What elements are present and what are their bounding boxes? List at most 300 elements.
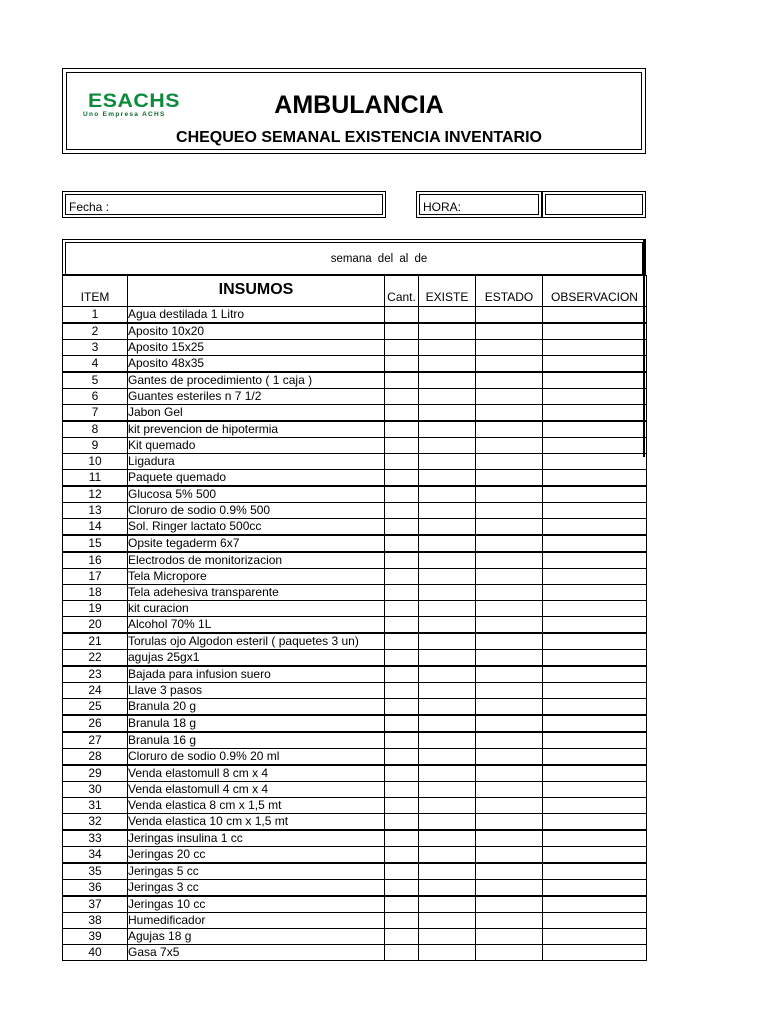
- item-number-cell: 40: [63, 945, 128, 961]
- insumo-name-cell: Sol. Ringer lactato 500cc: [128, 519, 385, 536]
- existe-cell[interactable]: [419, 601, 476, 617]
- item-number-cell: 26: [63, 715, 128, 732]
- item-number-cell: 28: [63, 749, 128, 766]
- insumo-name-cell: Jeringas 20 cc: [128, 847, 385, 864]
- observacion-cell[interactable]: [543, 782, 647, 798]
- item-number-cell: 25: [63, 699, 128, 716]
- item-number-cell: 22: [63, 650, 128, 667]
- estado-cell[interactable]: [476, 666, 543, 683]
- cant-cell[interactable]: [385, 814, 419, 831]
- existe-cell[interactable]: [419, 765, 476, 782]
- observacion-cell[interactable]: [543, 913, 647, 929]
- existe-cell[interactable]: [419, 421, 476, 438]
- insumo-name-cell: Jeringas 5 cc: [128, 863, 385, 880]
- cant-cell[interactable]: [385, 880, 419, 897]
- table-row: [63, 307, 647, 324]
- estado-cell[interactable]: [476, 880, 543, 897]
- table-row: [63, 683, 647, 699]
- table-row: [63, 372, 647, 389]
- existe-cell[interactable]: [419, 782, 476, 798]
- observacion-cell[interactable]: [543, 569, 647, 585]
- observacion-cell[interactable]: [543, 732, 647, 749]
- insumo-name-cell: Llave 3 pasos: [128, 683, 385, 699]
- estado-cell[interactable]: [476, 519, 543, 536]
- table-row: [63, 470, 647, 487]
- estado-cell[interactable]: [476, 307, 543, 324]
- insumo-name-cell: Venda elastomull 8 cm x 4: [128, 765, 385, 782]
- observacion-cell[interactable]: [543, 307, 647, 324]
- table-row: [63, 617, 647, 634]
- estado-cell[interactable]: [476, 470, 543, 487]
- hora-label-inner: [419, 194, 539, 215]
- insumo-name-cell: Humedificador: [128, 913, 385, 929]
- existe-cell[interactable]: [419, 617, 476, 634]
- existe-cell[interactable]: [419, 389, 476, 405]
- item-number-cell: 8: [63, 421, 128, 438]
- existe-cell[interactable]: [419, 896, 476, 913]
- item-number-cell: 32: [63, 814, 128, 831]
- observacion-cell[interactable]: [543, 715, 647, 732]
- existe-cell[interactable]: [419, 666, 476, 683]
- estado-cell[interactable]: [476, 863, 543, 880]
- cant-cell[interactable]: [385, 356, 419, 373]
- inventory-table: [62, 275, 647, 961]
- observacion-cell[interactable]: [543, 749, 647, 766]
- item-number-cell: 6: [63, 389, 128, 405]
- observacion-cell[interactable]: [543, 438, 647, 454]
- existe-cell[interactable]: [419, 340, 476, 356]
- existe-cell[interactable]: [419, 715, 476, 732]
- table-row: [63, 356, 647, 373]
- existe-cell[interactable]: [419, 798, 476, 814]
- item-number-cell: 17: [63, 569, 128, 585]
- estado-cell[interactable]: [476, 421, 543, 438]
- observacion-cell[interactable]: [543, 830, 647, 847]
- cant-cell[interactable]: [385, 683, 419, 699]
- table-row: [63, 323, 647, 340]
- existe-cell[interactable]: [419, 830, 476, 847]
- insumo-name-cell: Guantes esteriles n 7 1/2: [128, 389, 385, 405]
- observacion-cell[interactable]: [543, 863, 647, 880]
- insumo-name-cell: Agua destilada 1 Litro: [128, 307, 385, 324]
- observacion-cell[interactable]: [543, 683, 647, 699]
- insumo-name-cell: Electrodos de monitorizacion: [128, 552, 385, 569]
- observacion-cell[interactable]: [543, 389, 647, 405]
- insumo-name-cell: Jeringas 3 cc: [128, 880, 385, 897]
- cant-cell[interactable]: [385, 847, 419, 864]
- existe-cell[interactable]: [419, 585, 476, 601]
- item-number-cell: 13: [63, 503, 128, 519]
- estado-cell[interactable]: [476, 389, 543, 405]
- fecha-label: Fecha :: [69, 200, 110, 214]
- item-number-cell: 23: [63, 666, 128, 683]
- item-number-cell: 7: [63, 405, 128, 422]
- cant-cell[interactable]: [385, 519, 419, 536]
- existe-cell[interactable]: [419, 863, 476, 880]
- table-row: [63, 896, 647, 913]
- table-row: [63, 830, 647, 847]
- insumo-name-cell: Venda elastica 8 cm x 1,5 mt: [128, 798, 385, 814]
- estado-cell[interactable]: [476, 552, 543, 569]
- item-number-cell: 19: [63, 601, 128, 617]
- cant-cell[interactable]: [385, 470, 419, 487]
- estado-cell[interactable]: [476, 929, 543, 945]
- existe-cell[interactable]: [419, 535, 476, 552]
- estado-cell[interactable]: [476, 340, 543, 356]
- observacion-cell[interactable]: [543, 929, 647, 945]
- insumo-name-cell: Glucosa 5% 500: [128, 486, 385, 503]
- existe-cell[interactable]: [419, 699, 476, 716]
- col-item: ITEM: [63, 276, 128, 307]
- table-row: [63, 782, 647, 798]
- table-row: [63, 749, 647, 766]
- cant-cell[interactable]: [385, 535, 419, 552]
- table-row: [63, 633, 647, 650]
- estado-cell[interactable]: [476, 749, 543, 766]
- observacion-cell[interactable]: [543, 323, 647, 340]
- cant-cell[interactable]: [385, 585, 419, 601]
- item-number-cell: 15: [63, 535, 128, 552]
- cant-cell[interactable]: [385, 552, 419, 569]
- table-header-row: [63, 276, 647, 307]
- table-row: [63, 405, 647, 422]
- observacion-cell[interactable]: [543, 519, 647, 536]
- insumo-name-cell: Aposito 15x25: [128, 340, 385, 356]
- semana-text: semana del al de: [330, 253, 428, 265]
- existe-cell[interactable]: [419, 683, 476, 699]
- observacion-cell[interactable]: [543, 552, 647, 569]
- col-estado: ESTADO: [476, 276, 543, 307]
- insumo-name-cell: Jeringas 10 cc: [128, 896, 385, 913]
- observacion-cell[interactable]: [543, 372, 647, 389]
- fecha-field-inner: [65, 194, 383, 215]
- cant-cell[interactable]: [385, 765, 419, 782]
- existe-cell[interactable]: [419, 519, 476, 536]
- estado-cell[interactable]: [476, 896, 543, 913]
- cant-cell[interactable]: [385, 421, 419, 438]
- existe-cell[interactable]: [419, 945, 476, 961]
- item-number-cell: 31: [63, 798, 128, 814]
- cant-cell[interactable]: [385, 405, 419, 422]
- existe-cell[interactable]: [419, 372, 476, 389]
- insumo-name-cell: Gantes de procedimiento ( 1 caja ): [128, 372, 385, 389]
- col-cant: Cant.: [385, 276, 419, 307]
- table-row: [63, 535, 647, 552]
- estado-cell[interactable]: [476, 683, 543, 699]
- logo-tagline: Uno Empresa ACHS: [83, 111, 166, 118]
- estado-cell[interactable]: [476, 585, 543, 601]
- observacion-cell[interactable]: [543, 880, 647, 897]
- observacion-cell[interactable]: [543, 585, 647, 601]
- observacion-cell[interactable]: [543, 601, 647, 617]
- cant-cell[interactable]: [385, 749, 419, 766]
- table-row: [63, 814, 647, 831]
- inventory-body: [63, 307, 647, 961]
- item-number-cell: 9: [63, 438, 128, 454]
- existe-cell[interactable]: [419, 650, 476, 667]
- estado-cell[interactable]: [476, 765, 543, 782]
- item-number-cell: 37: [63, 896, 128, 913]
- item-number-cell: 4: [63, 356, 128, 373]
- observacion-cell[interactable]: [543, 454, 647, 470]
- table-row: [63, 863, 647, 880]
- observacion-cell[interactable]: [543, 535, 647, 552]
- existe-cell[interactable]: [419, 913, 476, 929]
- table-row: [63, 765, 647, 782]
- insumo-name-cell: Branula 18 g: [128, 715, 385, 732]
- table-row: [63, 699, 647, 716]
- cant-cell[interactable]: [385, 715, 419, 732]
- existe-cell[interactable]: [419, 929, 476, 945]
- item-number-cell: 16: [63, 552, 128, 569]
- cant-cell[interactable]: [385, 323, 419, 340]
- estado-cell[interactable]: [476, 798, 543, 814]
- existe-cell[interactable]: [419, 749, 476, 766]
- table-row: [63, 340, 647, 356]
- cant-cell[interactable]: [385, 896, 419, 913]
- observacion-cell[interactable]: [543, 503, 647, 519]
- observacion-cell[interactable]: [543, 896, 647, 913]
- estado-cell[interactable]: [476, 913, 543, 929]
- existe-cell[interactable]: [419, 438, 476, 454]
- observacion-cell[interactable]: [543, 666, 647, 683]
- insumo-name-cell: Jabon Gel: [128, 405, 385, 422]
- cant-cell[interactable]: [385, 699, 419, 716]
- col-observacion: OBSERVACION: [543, 276, 647, 307]
- cant-cell[interactable]: [385, 913, 419, 929]
- cant-cell[interactable]: [385, 650, 419, 667]
- item-number-cell: 3: [63, 340, 128, 356]
- item-number-cell: 29: [63, 765, 128, 782]
- existe-cell[interactable]: [419, 356, 476, 373]
- insumo-name-cell: kit curacion: [128, 601, 385, 617]
- insumo-name-cell: Cloruro de sodio 0.9% 20 ml: [128, 749, 385, 766]
- existe-cell[interactable]: [419, 814, 476, 831]
- insumo-name-cell: Torulas ojo Algodon esteril ( paquetes 3 un): [128, 633, 385, 650]
- table-row: [63, 552, 647, 569]
- cant-cell[interactable]: [385, 617, 419, 634]
- estado-cell[interactable]: [476, 503, 543, 519]
- item-number-cell: 30: [63, 782, 128, 798]
- col-existe: EXISTE: [419, 276, 476, 307]
- cant-cell[interactable]: [385, 830, 419, 847]
- table-row: [63, 880, 647, 897]
- item-number-cell: 14: [63, 519, 128, 536]
- table-row: [63, 650, 647, 667]
- table-row: [63, 666, 647, 683]
- table-row: [63, 454, 647, 470]
- insumo-name-cell: Tela adehesiva transparente: [128, 585, 385, 601]
- table-row: [63, 945, 647, 961]
- cant-cell[interactable]: [385, 863, 419, 880]
- observacion-cell[interactable]: [543, 486, 647, 503]
- table-row: [63, 929, 647, 945]
- observacion-cell[interactable]: [543, 650, 647, 667]
- table-row: [63, 486, 647, 503]
- estado-cell[interactable]: [476, 945, 543, 961]
- observacion-cell[interactable]: [543, 617, 647, 634]
- estado-cell[interactable]: [476, 356, 543, 373]
- cant-cell[interactable]: [385, 389, 419, 405]
- cant-cell[interactable]: [385, 945, 419, 961]
- item-number-cell: 2: [63, 323, 128, 340]
- estado-cell[interactable]: [476, 633, 543, 650]
- observacion-cell[interactable]: [543, 814, 647, 831]
- estado-cell[interactable]: [476, 372, 543, 389]
- existe-cell[interactable]: [419, 732, 476, 749]
- observacion-cell[interactable]: [543, 765, 647, 782]
- observacion-cell[interactable]: [543, 633, 647, 650]
- estado-cell[interactable]: [476, 454, 543, 470]
- item-number-cell: 24: [63, 683, 128, 699]
- estado-cell[interactable]: [476, 650, 543, 667]
- estado-cell[interactable]: [476, 814, 543, 831]
- table-row: [63, 503, 647, 519]
- hora-field[interactable]: [542, 191, 646, 218]
- insumo-name-cell: Cloruro de sodio 0.9% 500: [128, 503, 385, 519]
- insumo-name-cell: agujas 25gx1: [128, 650, 385, 667]
- estado-cell[interactable]: [476, 715, 543, 732]
- item-number-cell: 10: [63, 454, 128, 470]
- insumo-name-cell: kit prevencion de hipotermia: [128, 421, 385, 438]
- estado-cell[interactable]: [476, 405, 543, 422]
- header-inner-border: [66, 72, 642, 150]
- cant-cell[interactable]: [385, 929, 419, 945]
- insumo-name-cell: Ligadura: [128, 454, 385, 470]
- hora-label-box: [416, 191, 542, 218]
- cant-cell[interactable]: [385, 633, 419, 650]
- observacion-cell[interactable]: [543, 699, 647, 716]
- estado-cell[interactable]: [476, 782, 543, 798]
- existe-cell[interactable]: [419, 503, 476, 519]
- table-row: [63, 847, 647, 864]
- hora-label: HORA:: [423, 200, 462, 214]
- table-row: [63, 519, 647, 536]
- observacion-cell[interactable]: [543, 798, 647, 814]
- cant-cell[interactable]: [385, 372, 419, 389]
- item-number-cell: 36: [63, 880, 128, 897]
- insumo-name-cell: Venda elastomull 4 cm x 4: [128, 782, 385, 798]
- estado-cell[interactable]: [476, 601, 543, 617]
- existe-cell[interactable]: [419, 552, 476, 569]
- cant-cell[interactable]: [385, 732, 419, 749]
- insumo-name-cell: Agujas 18 g: [128, 929, 385, 945]
- table-row: [63, 585, 647, 601]
- existe-cell[interactable]: [419, 470, 476, 487]
- cant-cell[interactable]: [385, 601, 419, 617]
- table-row: [63, 438, 647, 454]
- existe-cell[interactable]: [419, 323, 476, 340]
- cant-cell[interactable]: [385, 454, 419, 470]
- existe-cell[interactable]: [419, 405, 476, 422]
- cant-cell[interactable]: [385, 569, 419, 585]
- estado-cell[interactable]: [476, 830, 543, 847]
- table-row: [63, 798, 647, 814]
- estado-cell[interactable]: [476, 323, 543, 340]
- estado-cell[interactable]: [476, 438, 543, 454]
- estado-cell[interactable]: [476, 732, 543, 749]
- insumo-name-cell: Branula 20 g: [128, 699, 385, 716]
- cant-cell[interactable]: [385, 486, 419, 503]
- semana-box-inner: [65, 242, 643, 274]
- table-row: [63, 421, 647, 438]
- page-subtitle: CHEQUEO SEMANAL EXISTENCIA INVENTARIO: [176, 129, 542, 146]
- insumo-name-cell: Aposito 48x35: [128, 356, 385, 373]
- cant-cell[interactable]: [385, 798, 419, 814]
- table-row: [63, 715, 647, 732]
- insumo-name-cell: Paquete quemado: [128, 470, 385, 487]
- observacion-cell[interactable]: [543, 847, 647, 864]
- item-number-cell: 39: [63, 929, 128, 945]
- logo-name: ESACHS: [88, 91, 181, 112]
- item-number-cell: 33: [63, 830, 128, 847]
- insumo-name-cell: Bajada para infusion suero: [128, 666, 385, 683]
- existe-cell[interactable]: [419, 454, 476, 470]
- observacion-cell[interactable]: [543, 340, 647, 356]
- item-number-cell: 27: [63, 732, 128, 749]
- insumo-name-cell: Aposito 10x20: [128, 323, 385, 340]
- existe-cell[interactable]: [419, 847, 476, 864]
- table-row: [63, 601, 647, 617]
- cant-cell[interactable]: [385, 340, 419, 356]
- insumo-name-cell: Gasa 7x5: [128, 945, 385, 961]
- insumo-name-cell: Alcohol 70% 1L: [128, 617, 385, 634]
- insumo-name-cell: Tela Micropore: [128, 569, 385, 585]
- existe-cell[interactable]: [419, 633, 476, 650]
- estado-cell[interactable]: [476, 617, 543, 634]
- page-title: AMBULANCIA: [274, 91, 444, 119]
- observacion-cell[interactable]: [543, 421, 647, 438]
- fecha-field[interactable]: [62, 191, 386, 218]
- existe-cell[interactable]: [419, 569, 476, 585]
- semana-box: [62, 239, 646, 275]
- item-number-cell: 11: [63, 470, 128, 487]
- estado-cell[interactable]: [476, 847, 543, 864]
- item-number-cell: 18: [63, 585, 128, 601]
- estado-cell[interactable]: [476, 486, 543, 503]
- cant-cell[interactable]: [385, 782, 419, 798]
- table-row: [63, 913, 647, 929]
- cant-cell[interactable]: [385, 503, 419, 519]
- observacion-cell[interactable]: [543, 945, 647, 961]
- table-row: [63, 389, 647, 405]
- cant-cell[interactable]: [385, 307, 419, 324]
- item-number-cell: 20: [63, 617, 128, 634]
- item-number-cell: 38: [63, 913, 128, 929]
- table-row: [63, 569, 647, 585]
- col-insumos: INSUMOS: [128, 276, 385, 307]
- insumo-name-cell: Venda elastica 10 cm x 1,5 mt: [128, 814, 385, 831]
- insumo-name-cell: Branula 16 g: [128, 732, 385, 749]
- existe-cell[interactable]: [419, 307, 476, 324]
- insumo-name-cell: Kit quemado: [128, 438, 385, 454]
- header-box: [62, 68, 646, 154]
- estado-cell[interactable]: [476, 535, 543, 552]
- existe-cell[interactable]: [419, 880, 476, 897]
- observacion-cell[interactable]: [543, 470, 647, 487]
- estado-cell[interactable]: [476, 569, 543, 585]
- insumo-name-cell: Opsite tegaderm 6x7: [128, 535, 385, 552]
- estado-cell[interactable]: [476, 699, 543, 716]
- cant-cell[interactable]: [385, 666, 419, 683]
- observacion-cell[interactable]: [543, 356, 647, 373]
- insumo-name-cell: Jeringas insulina 1 cc: [128, 830, 385, 847]
- existe-cell[interactable]: [419, 486, 476, 503]
- item-number-cell: 12: [63, 486, 128, 503]
- hora-field-inner: [545, 194, 643, 215]
- observacion-cell[interactable]: [543, 405, 647, 422]
- cant-cell[interactable]: [385, 438, 419, 454]
